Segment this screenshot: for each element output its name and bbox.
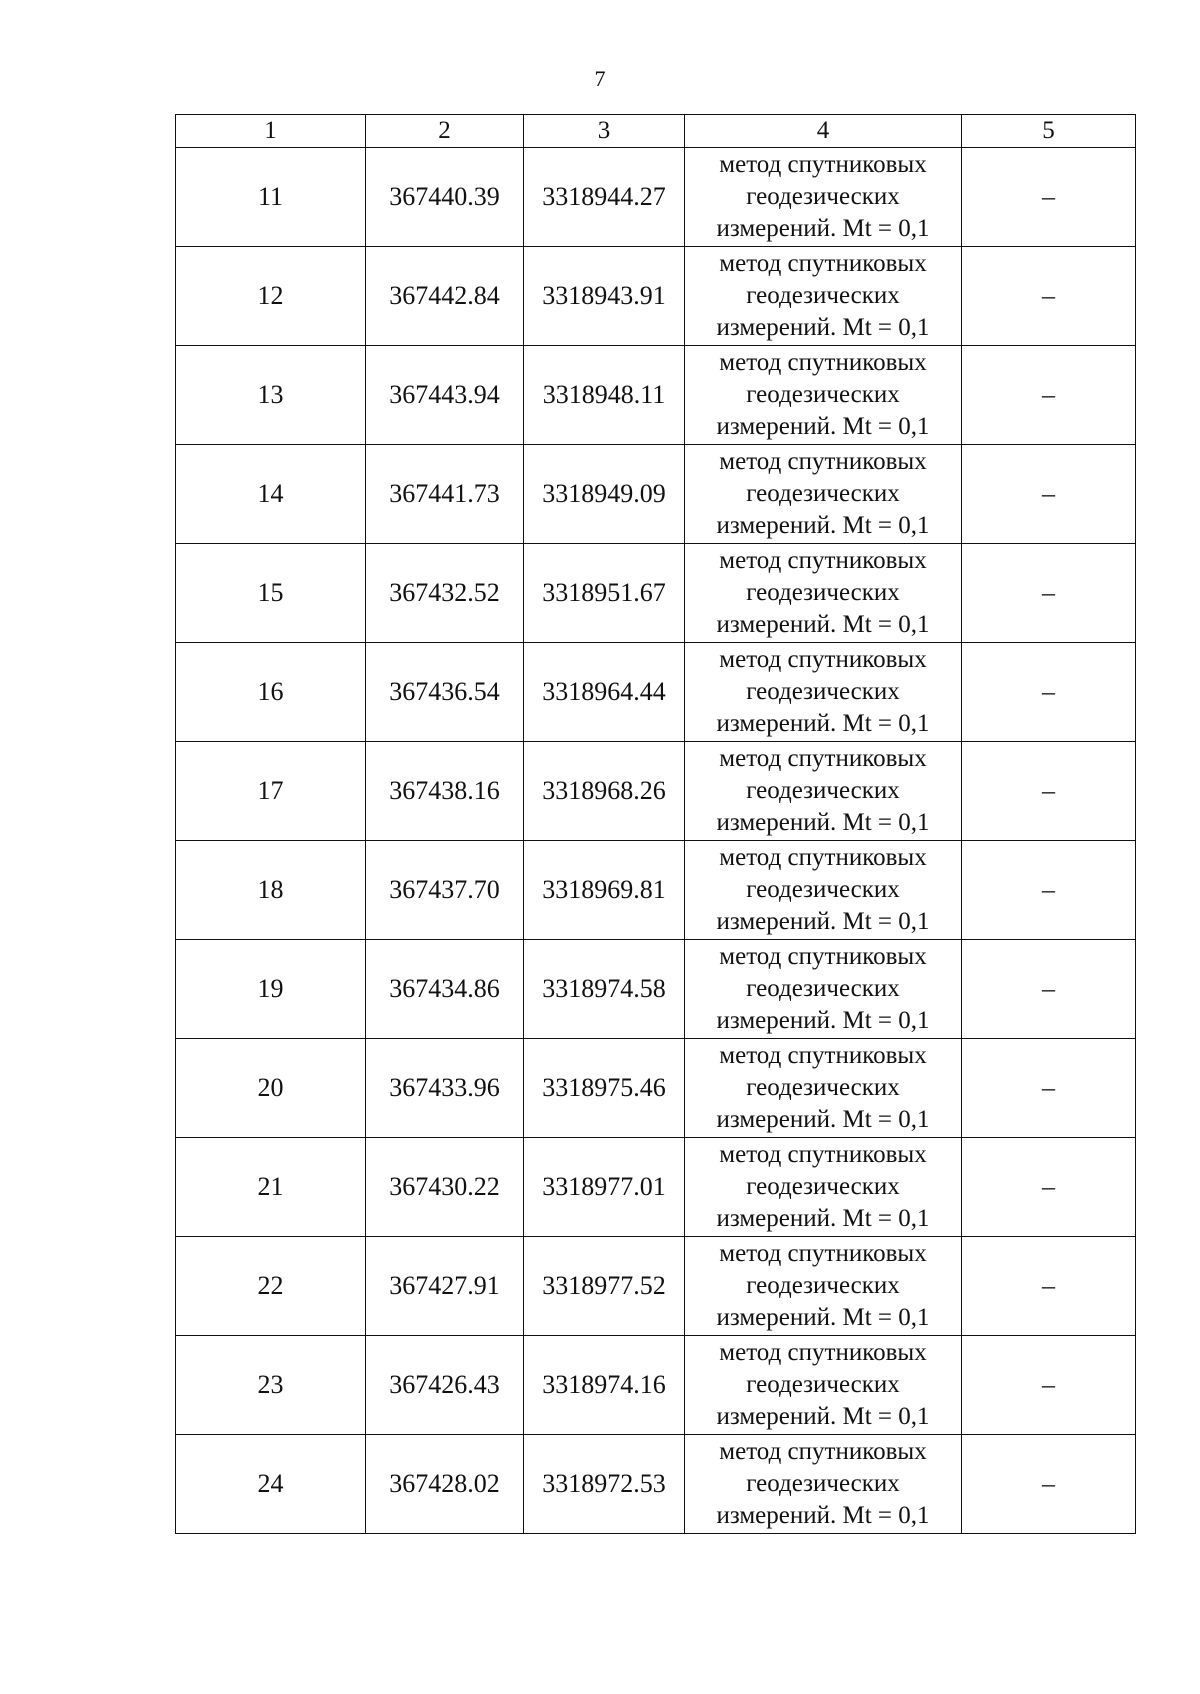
- method-cell: [685, 1138, 962, 1237]
- note-cell: –: [962, 148, 1136, 247]
- y-coordinate-cell: 3318949.09: [524, 445, 685, 544]
- table-row: [176, 1138, 1136, 1237]
- point-number-cell: 14: [176, 445, 366, 544]
- method-line: измерений. Mt = 0,1: [716, 1403, 930, 1430]
- method-cell: [685, 643, 962, 742]
- method-line: метод спутниковых: [719, 745, 927, 772]
- method-line: измерений. Mt = 0,1: [716, 1304, 930, 1331]
- method-line: метод спутниковых: [719, 250, 927, 277]
- table-row: [176, 544, 1136, 643]
- method-line: метод спутниковых: [719, 547, 927, 574]
- method-cell: [685, 247, 962, 346]
- method-cell: [685, 1336, 962, 1435]
- method-line: метод спутниковых: [719, 1042, 927, 1069]
- method-line: геодезических: [746, 1371, 900, 1398]
- point-number-cell: 15: [176, 544, 366, 643]
- point-number-cell: 13: [176, 346, 366, 445]
- method-line: геодезических: [746, 1074, 900, 1101]
- x-coordinate-cell: 367438.16: [366, 742, 524, 841]
- y-coordinate-cell: 3318977.01: [524, 1138, 685, 1237]
- note-cell: –: [962, 643, 1136, 742]
- point-number-cell: 11: [176, 148, 366, 247]
- point-number-cell: 23: [176, 1336, 366, 1435]
- point-number-cell: 16: [176, 643, 366, 742]
- x-coordinate-cell: 367426.43: [366, 1336, 524, 1435]
- method-line: геодезических: [746, 381, 900, 408]
- table-row: [176, 1039, 1136, 1138]
- x-coordinate-cell: 367440.39: [366, 148, 524, 247]
- note-cell: –: [962, 1237, 1136, 1336]
- method-cell: [685, 1039, 962, 1138]
- y-coordinate-cell: 3318943.91: [524, 247, 685, 346]
- note-cell: –: [962, 742, 1136, 841]
- header-row: [176, 115, 1136, 148]
- y-coordinate-cell: 3318948.11: [524, 346, 685, 445]
- point-number-cell: 19: [176, 940, 366, 1039]
- column-header: 5: [962, 115, 1136, 148]
- x-coordinate-cell: 367436.54: [366, 643, 524, 742]
- table-body: [176, 148, 1136, 1534]
- method-line: метод спутниковых: [719, 1141, 927, 1168]
- method-line: геодезических: [746, 777, 900, 804]
- table-row: [176, 841, 1136, 940]
- x-coordinate-cell: 367428.02: [366, 1435, 524, 1534]
- method-cell: [685, 1237, 962, 1336]
- table-row: [176, 940, 1136, 1039]
- x-coordinate-cell: 367441.73: [366, 445, 524, 544]
- table-row: [176, 1336, 1136, 1435]
- point-number-cell: 17: [176, 742, 366, 841]
- method-line: метод спутниковых: [719, 1339, 927, 1366]
- table-row: [176, 742, 1136, 841]
- method-line: метод спутниковых: [719, 1240, 927, 1267]
- method-line: измерений. Mt = 0,1: [716, 710, 930, 737]
- method-cell: [685, 1435, 962, 1534]
- method-cell: [685, 346, 962, 445]
- note-cell: –: [962, 544, 1136, 643]
- method-line: геодезических: [746, 579, 900, 606]
- method-line: метод спутниковых: [719, 349, 927, 376]
- note-cell: –: [962, 1336, 1136, 1435]
- table-row: [176, 247, 1136, 346]
- method-cell: [685, 841, 962, 940]
- table-row: [176, 445, 1136, 544]
- method-line: измерений. Mt = 0,1: [716, 1502, 930, 1529]
- method-cell: [685, 742, 962, 841]
- column-header: 1: [176, 115, 366, 148]
- x-coordinate-cell: 367443.94: [366, 346, 524, 445]
- table-row: [176, 148, 1136, 247]
- method-line: метод спутниковых: [719, 844, 927, 871]
- method-line: измерений. Mt = 0,1: [716, 1106, 930, 1133]
- method-line: метод спутниковых: [719, 448, 927, 475]
- note-cell: –: [962, 346, 1136, 445]
- method-line: измерений. Mt = 0,1: [716, 809, 930, 836]
- x-coordinate-cell: 367442.84: [366, 247, 524, 346]
- y-coordinate-cell: 3318969.81: [524, 841, 685, 940]
- method-line: геодезических: [746, 1470, 900, 1497]
- method-line: геодезических: [746, 1173, 900, 1200]
- y-coordinate-cell: 3318944.27: [524, 148, 685, 247]
- method-line: измерений. Mt = 0,1: [716, 1007, 930, 1034]
- method-line: измерений. Mt = 0,1: [716, 512, 930, 539]
- method-line: геодезических: [746, 876, 900, 903]
- coordinates-table: [175, 114, 1136, 1534]
- y-coordinate-cell: 3318951.67: [524, 544, 685, 643]
- note-cell: –: [962, 1138, 1136, 1237]
- table-row: [176, 346, 1136, 445]
- method-line: измерений. Mt = 0,1: [716, 1205, 930, 1232]
- note-cell: –: [962, 841, 1136, 940]
- column-header: 3: [524, 115, 685, 148]
- method-cell: [685, 445, 962, 544]
- method-line: измерений. Mt = 0,1: [716, 908, 930, 935]
- method-line: измерений. Mt = 0,1: [716, 215, 930, 242]
- method-line: измерений. Mt = 0,1: [716, 611, 930, 638]
- y-coordinate-cell: 3318972.53: [524, 1435, 685, 1534]
- point-number-cell: 24: [176, 1435, 366, 1534]
- table-row: [176, 1435, 1136, 1534]
- point-number-cell: 21: [176, 1138, 366, 1237]
- table-header: [176, 115, 1136, 148]
- page-number: 7: [594, 66, 606, 91]
- method-line: метод спутниковых: [719, 1438, 927, 1465]
- note-cell: –: [962, 247, 1136, 346]
- method-line: геодезических: [746, 183, 900, 210]
- x-coordinate-cell: 367434.86: [366, 940, 524, 1039]
- table-row: [176, 643, 1136, 742]
- method-cell: [685, 544, 962, 643]
- method-line: геодезических: [746, 975, 900, 1002]
- y-coordinate-cell: 3318968.26: [524, 742, 685, 841]
- note-cell: –: [962, 445, 1136, 544]
- method-line: геодезических: [746, 1272, 900, 1299]
- column-header: 2: [366, 115, 524, 148]
- method-line: геодезических: [746, 678, 900, 705]
- method-line: геодезических: [746, 282, 900, 309]
- point-number-cell: 18: [176, 841, 366, 940]
- column-header: 4: [685, 115, 962, 148]
- method-line: измерений. Mt = 0,1: [716, 413, 930, 440]
- note-cell: –: [962, 1435, 1136, 1534]
- method-line: метод спутниковых: [719, 151, 927, 178]
- note-cell: –: [962, 940, 1136, 1039]
- method-cell: [685, 148, 962, 247]
- y-coordinate-cell: 3318974.58: [524, 940, 685, 1039]
- x-coordinate-cell: 367427.91: [366, 1237, 524, 1336]
- method-line: измерений. Mt = 0,1: [716, 314, 930, 341]
- note-cell: –: [962, 1039, 1136, 1138]
- y-coordinate-cell: 3318977.52: [524, 1237, 685, 1336]
- x-coordinate-cell: 367437.70: [366, 841, 524, 940]
- method-line: геодезических: [746, 480, 900, 507]
- method-cell: [685, 940, 962, 1039]
- method-line: метод спутниковых: [719, 943, 927, 970]
- table-row: [176, 1237, 1136, 1336]
- point-number-cell: 20: [176, 1039, 366, 1138]
- y-coordinate-cell: 3318964.44: [524, 643, 685, 742]
- x-coordinate-cell: 367433.96: [366, 1039, 524, 1138]
- method-line: метод спутниковых: [719, 646, 927, 673]
- point-number-cell: 22: [176, 1237, 366, 1336]
- point-number-cell: 12: [176, 247, 366, 346]
- x-coordinate-cell: 367430.22: [366, 1138, 524, 1237]
- x-coordinate-cell: 367432.52: [366, 544, 524, 643]
- y-coordinate-cell: 3318975.46: [524, 1039, 685, 1138]
- coordinates-table-container: [175, 114, 1135, 1534]
- y-coordinate-cell: 3318974.16: [524, 1336, 685, 1435]
